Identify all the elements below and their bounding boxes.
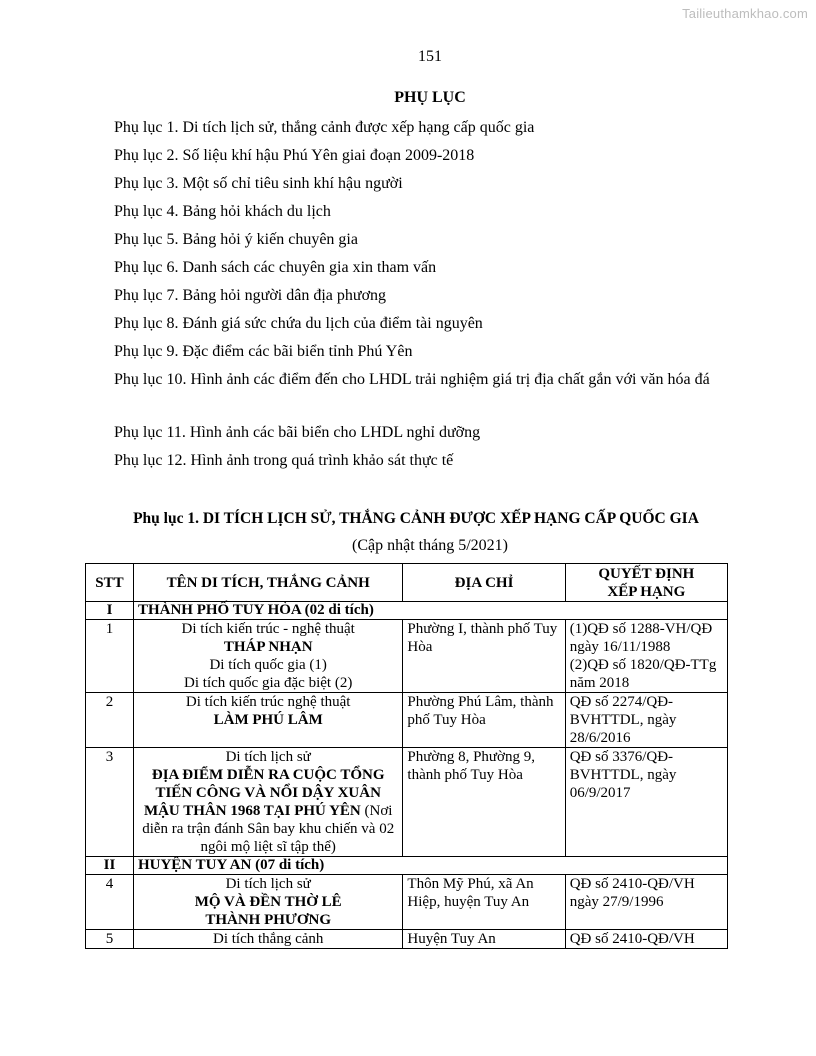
table-row xyxy=(86,693,728,748)
table-row xyxy=(86,748,728,857)
section-title: Phụ lục 1. DI TÍCH LỊCH SỬ, THẮNG CẢNH ĐƯỢC XẾP HẠNG CẤP QUỐC GIA xyxy=(133,510,699,527)
table-header-row xyxy=(86,564,728,602)
group-row xyxy=(86,602,728,620)
row-address: Phường 8, Phường 9, thành phố Tuy Hòa xyxy=(403,748,565,857)
row-name: THÁP NHẠN xyxy=(223,639,313,655)
appendix-item-10: Phụ lục 10. Hình ảnh các điểm đến cho LHDL trải nghiệm giá trị địa chất gắn với văn hóa đá xyxy=(114,371,710,388)
header-decision-line1: QUYẾT ĐỊNH xyxy=(598,565,695,582)
row-name-cell xyxy=(133,693,402,748)
appendix-item-6: Phụ lục 6. Danh sách các chuyên gia xin tham vấn xyxy=(114,259,437,276)
row-name-cell xyxy=(133,875,402,930)
row-address: Phường I, thành phố Tuy Hòa xyxy=(403,620,565,693)
appendix-list xyxy=(114,117,754,478)
row-decision: QĐ số 2274/QĐ-BVHTTDL, ngày 28/6/2016 xyxy=(565,693,727,748)
row-address: Huyện Tuy An xyxy=(403,930,565,949)
row-type: Di tích lịch sử xyxy=(225,876,311,892)
row-name-cell xyxy=(133,748,402,857)
appendix-item-5: Phụ lục 5. Bảng hỏi ý kiến chuyên gia xyxy=(114,231,358,248)
appendix-item-3: Phụ lục 3. Một số chỉ tiêu sinh khí hậu người xyxy=(114,175,403,192)
group-label: HUYỆN TUY AN (07 di tích) xyxy=(133,857,727,875)
row-stt: 3 xyxy=(86,748,134,857)
page-number: 151 xyxy=(418,48,442,65)
row-decision: QĐ số 2410-QĐ/VH xyxy=(565,930,727,949)
group-number: II xyxy=(86,857,134,875)
header-stt: STT xyxy=(86,564,134,602)
relics-table xyxy=(85,563,728,949)
row-name-block xyxy=(142,767,394,855)
appendix-item-7: Phụ lục 7. Bảng hỏi người dân địa phương xyxy=(114,287,387,304)
appendix-item-4: Phụ lục 4. Bảng hỏi khách du lịch xyxy=(114,203,331,220)
header-name: TÊN DI TÍCH, THẮNG CẢNH xyxy=(133,564,402,602)
appendix-item-2: Phụ lục 2. Số liệu khí hậu Phú Yên giai đoạn 2009-2018 xyxy=(114,147,475,164)
row-address: Phường Phú Lâm, thành phố Tuy Hòa xyxy=(403,693,565,748)
appendix-item-11: Phụ lục 11. Hình ảnh các bãi biển cho LHDL nghỉ dưỡng xyxy=(114,424,481,441)
header-decision-line2: XẾP HẠNG xyxy=(607,583,686,600)
appendix-heading: PHỤ LỤC xyxy=(394,89,466,106)
section-subtitle: (Cập nhật tháng 5/2021) xyxy=(352,537,508,554)
row-name-cell xyxy=(133,620,402,693)
row-type: Di tích thắng cảnh xyxy=(213,931,324,947)
header-address: ĐỊA CHỈ xyxy=(403,564,565,602)
appendix-item-12: Phụ lục 12. Hình ảnh trong quá trình khảo sát thực tế xyxy=(114,452,454,469)
row-decision: (1)QĐ số 1288-VH/QĐ ngày 16/11/1988 (2)QĐ số 1820/QĐ-TTg năm 2018 xyxy=(565,620,727,693)
row-stt: 1 xyxy=(86,620,134,693)
row-stt: 5 xyxy=(86,930,134,949)
row-stt: 2 xyxy=(86,693,134,748)
group-number: I xyxy=(86,602,134,620)
row-note: (Nơi diễn ra trận đánh Sân bay khu chiến và 02 ngôi mộ liệt sĩ tập thể) xyxy=(142,803,395,855)
table-row xyxy=(86,875,728,930)
group-row xyxy=(86,857,728,875)
row-address: Thôn Mỹ Phú, xã An Hiệp, huyện Tuy An xyxy=(403,875,565,930)
appendix-item-1: Phụ lục 1. Di tích lịch sử, thắng cảnh được xếp hạng cấp quốc gia xyxy=(114,119,535,136)
row-name: MỘ VÀ ĐỀN THỜ LÊ THÀNH PHƯƠNG xyxy=(194,894,342,928)
group-label: THÀNH PHỐ TUY HÒA (02 di tích) xyxy=(133,602,727,620)
row-extra: Di tích quốc gia đặc biệt (2) xyxy=(184,675,353,691)
row-extra: Di tích quốc gia (1) xyxy=(209,657,327,673)
row-decision: QĐ số 2410-QĐ/VH ngày 27/9/1996 xyxy=(565,875,727,930)
appendix-item-8: Phụ lục 8. Đánh giá sức chứa du lịch của điểm tài nguyên xyxy=(114,315,483,332)
header-decision xyxy=(565,564,727,602)
row-name: ĐỊA ĐIỂM DIỄN RA CUỘC TỔNG TIẾN CÔNG VÀ NỔI DẬY XUÂN MẬU THÂN 1968 TẠI PHÚ YÊN xyxy=(143,767,385,819)
watermark: Tailieuthamkhao.com xyxy=(682,6,808,21)
appendix-item-9: Phụ lục 9. Đặc điểm các bãi biển tỉnh Phú Yên xyxy=(114,343,413,360)
table-row xyxy=(86,620,728,693)
row-name: LÀM PHÚ LÂM xyxy=(213,712,323,728)
row-type: Di tích lịch sử xyxy=(225,749,311,765)
row-type: Di tích kiến trúc - nghệ thuật xyxy=(181,621,355,637)
table-row xyxy=(86,930,728,949)
row-decision: QĐ số 3376/QĐ-BVHTTDL, ngày 06/9/2017 xyxy=(565,748,727,857)
row-type: Di tích kiến trúc nghệ thuật xyxy=(185,694,351,710)
row-stt: 4 xyxy=(86,875,134,930)
row-name-cell xyxy=(133,930,402,949)
